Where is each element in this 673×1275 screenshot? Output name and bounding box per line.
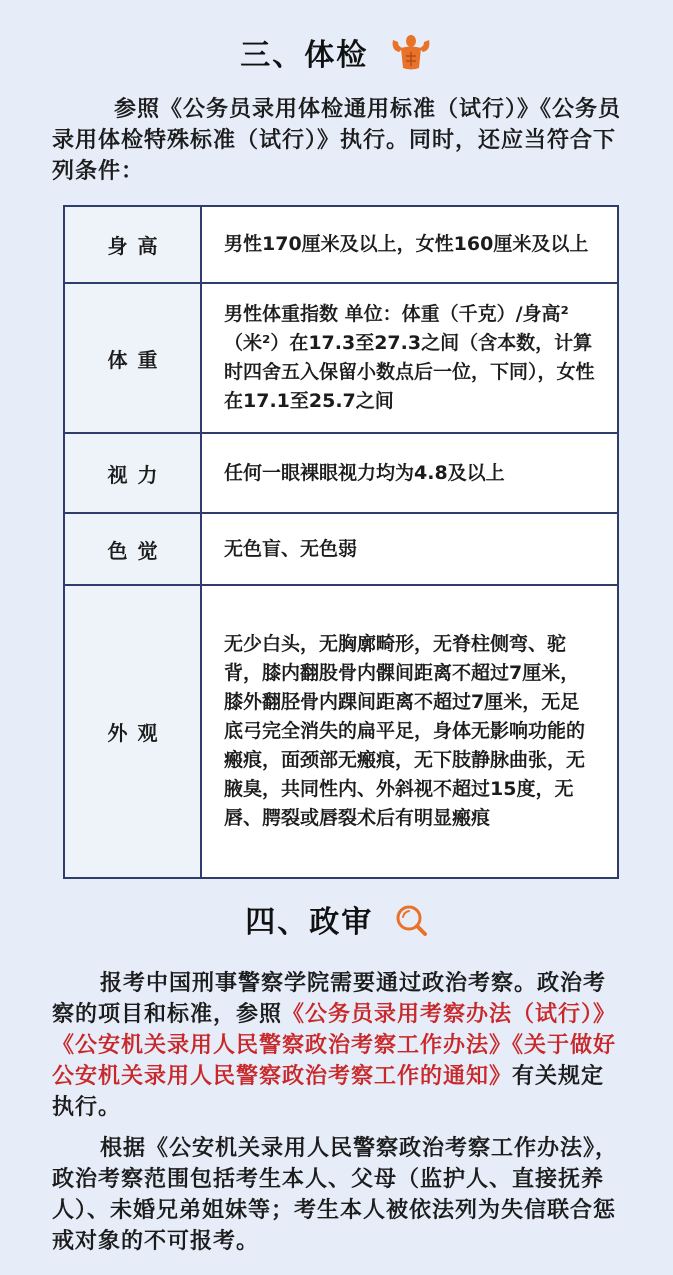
row-content: 男性170厘米及以上，女性160厘米及以上 [224,233,589,255]
row-content: 任何一眼裸眼视力均为4.8及以上 [224,461,505,484]
section-title-text: 三、体检 [240,38,369,73]
row-label: 体重 [65,284,202,432]
table-row [65,512,617,584]
row-label: 身高 [65,207,202,282]
political-review-scope-paragraph: 根据《公安机关录用人民警察政治考察工作办法》，政治考察范围包括考生本人、父母（监护人、直接抚养人）、未婚兄弟姐妹等；考生本人被依法列为失信联合惩戒对象的不可报考。 [52,1136,619,1254]
paragraph-lead: 报考中国刑事警察学院需要通过政治考察。政治考察的项目和标准，参照 [52,971,607,1027]
physical-criteria-table [63,205,619,879]
table-row [65,584,617,877]
magnifier-icon [394,903,428,945]
regulation-citations: 《公务员录用考察办法（试行）》《公安机关录用人民警察政治考察工作办法》《关于做好公安机关录用人民警察政治考察工作的通知》 [52,1002,617,1089]
row-content: 无色盲、无色弱 [224,537,358,560]
row-label: 外观 [65,586,202,877]
table-row [65,207,617,282]
section-title-physical-exam [0,30,673,80]
section-title-text: 四、政审 [245,905,374,940]
row-content: 男性体重指数 单位：体重（千克）/身高²（米²）在17.3至27.3之间（含本数，计算时四舍五入保留小数点后一位，下同），女性在17.1至25.7之间 [224,303,595,412]
row-label: 色觉 [65,514,202,584]
physical-exam-intro: 参照《公务员录用体检通用标准（试行）》《公务员录用体检特殊标准（试行）》执行。同时，还应当符合下列条件： [52,97,622,184]
table-row [65,282,617,432]
political-review-paragraph [52,968,626,1123]
paragraph-tail: 有关规定执行。 [52,1064,605,1120]
row-content: 无少白头，无胸廓畸形，无脊柱侧弯、驼背，膝内翻股骨内髁间距离不超过7厘米，膝外翻胫骨内踝间距离不超过7厘米，无足底弓完全消失的扁平足，身体无影响功能的瘢痕，面颈部无瘢痕，无下肢静脉曲张，无腋臭，共同性内、外斜视不超过15度，无唇、腭裂或唇裂术后有明显瘢痕 [224,633,586,829]
section-title-political-review [0,897,673,945]
muscle-torso-icon [389,34,433,80]
table-row [65,432,617,512]
row-label: 视力 [65,434,202,512]
